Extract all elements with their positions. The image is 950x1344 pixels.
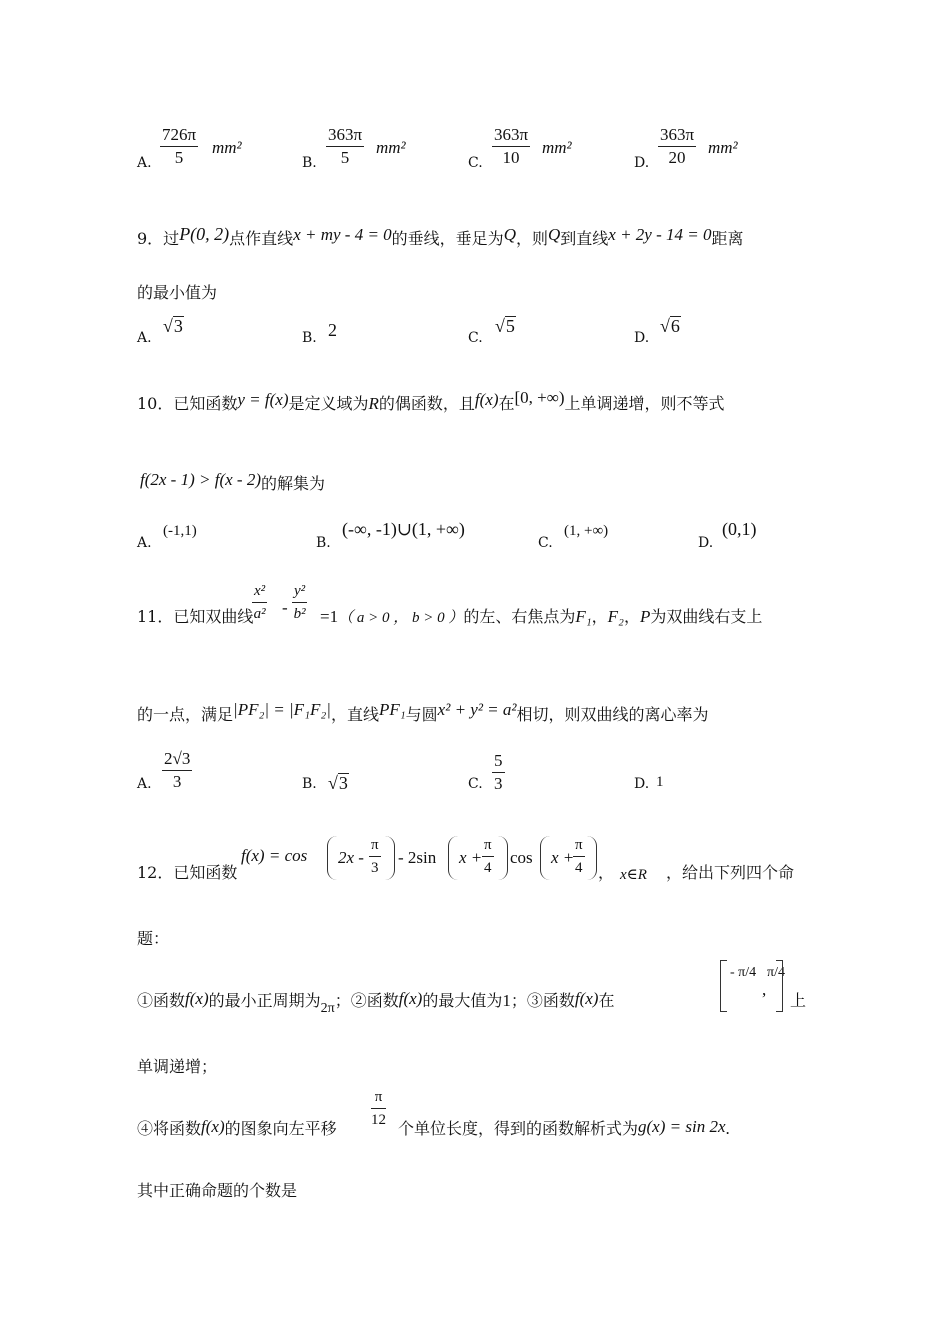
q9-foot-2: Q xyxy=(547,225,561,244)
q12-four-2: 4 xyxy=(575,860,583,876)
q8-option-d-numerator: 363π xyxy=(660,125,695,144)
q10-option-b-value: (-∞, -1)∪(1, +∞) xyxy=(342,519,465,539)
q8-option-d-unit: mm² xyxy=(708,138,738,157)
q11-f2: F₂ xyxy=(607,607,624,626)
q11-circle: x² + y² = a² xyxy=(437,700,517,719)
q9-option-a-label: A. xyxy=(137,330,152,346)
q12-p2c: ；③函数 xyxy=(510,991,575,1010)
q11-b2: b² xyxy=(293,606,306,622)
q11-text-4: 的一点，满足 xyxy=(137,705,234,724)
q12-p1a: ①函数 xyxy=(137,991,186,1010)
q12-p1f: f(x) xyxy=(185,989,209,1008)
q10-domain: R xyxy=(368,394,379,413)
q9-option-c-value: √5 xyxy=(495,316,515,336)
q11-option-a-fraction xyxy=(162,748,192,793)
q8-option-d-label: D. xyxy=(634,155,650,171)
q9-option-d-label: D. xyxy=(634,330,650,346)
q9-text-2: 的垂线，垂足为 xyxy=(391,229,504,248)
q11-text-5: ，直线 xyxy=(330,705,379,724)
q10-interval: [0, +∞) xyxy=(514,388,565,407)
q10-option-d-label: D. xyxy=(698,535,714,551)
q12-text-2: 题： xyxy=(137,929,170,948)
q12-p2b: 的最大值为 xyxy=(422,991,503,1010)
q8-option-b-unit: mm² xyxy=(376,138,406,157)
q12-p3c: 上 xyxy=(790,991,807,1010)
q12-pi-2: π xyxy=(484,837,492,853)
q12-p4a: ④将函数 xyxy=(137,1119,202,1138)
q12-comma: ， xyxy=(598,863,615,882)
q9-text-4: 到直线 xyxy=(560,229,609,248)
q12-pi-1: π xyxy=(371,837,379,853)
q8-option-a-unit: mm² xyxy=(212,138,242,157)
q10-text-1: 是定义域为 xyxy=(288,394,369,413)
q11-stem xyxy=(320,604,762,627)
q9-option-a-radicand: 3 xyxy=(173,316,183,336)
q12-p4b: 的图象向左平移 xyxy=(224,1119,337,1138)
q12-p3b: 在 xyxy=(598,991,615,1010)
q12-p4-fraction xyxy=(371,1086,386,1131)
q9-text-5: 距离 xyxy=(711,229,744,248)
q12-p4d: 12 xyxy=(371,1112,386,1128)
q10-text-3: 在 xyxy=(498,394,515,413)
q12-p4c: 个单位长度，得到的函数解析式为 xyxy=(398,1119,639,1138)
q9-option-d-radicand: 6 xyxy=(670,316,680,336)
q12-proposition-4-cont xyxy=(398,1116,730,1139)
q12-final: 其中正确命题的个数是 xyxy=(137,1181,298,1200)
q10-option-c-value: (1, +∞) xyxy=(564,523,609,539)
q11-eq1: =1 xyxy=(320,607,339,626)
q11-text-6: 与圆 xyxy=(405,705,438,724)
q12-p4g: g(x) = sin 2x xyxy=(638,1117,726,1136)
q12-p3f: f(x) xyxy=(574,989,599,1008)
q11-line: PF₁ xyxy=(378,700,406,719)
q12-arg1: 2x - xyxy=(338,848,364,867)
q8-option-b-denominator: 5 xyxy=(340,148,350,167)
q12-p3d: 单调递增； xyxy=(137,1057,218,1076)
q9-option-a-value: √3 xyxy=(163,316,183,336)
q11-minus: - xyxy=(282,598,288,617)
q9-stem xyxy=(137,224,744,249)
q11-number: 11．已知双曲线 xyxy=(137,607,254,626)
q12-proposition-4 xyxy=(137,1116,337,1139)
q12-mid: - 2sin xyxy=(398,848,437,867)
q12-p1c: ；②函数 xyxy=(334,991,399,1010)
q9-text-1: 点作直线 xyxy=(229,229,294,248)
q12-number: 12．已知函数 xyxy=(137,863,238,882)
q9-option-b-label: B. xyxy=(302,330,317,346)
q12-fraction-2 xyxy=(482,834,494,879)
q9-foot: Q xyxy=(503,225,516,244)
q10-option-a-label: A. xyxy=(137,535,152,551)
q11-option-a-label: A. xyxy=(137,776,152,792)
q12-domain: x∈R xyxy=(620,867,647,883)
q11-text-7: 相切，则双曲线的离心率为 xyxy=(516,705,709,724)
q11-fraction-x xyxy=(252,580,267,625)
q10-option-c-label: C. xyxy=(538,535,553,551)
q11-option-c-fraction xyxy=(492,750,505,795)
q10-text-4: 上单调递增，则不等式 xyxy=(564,394,725,413)
q12-arg3: x + xyxy=(551,848,575,867)
q11-text-3: 为双曲线右支上 xyxy=(650,607,763,626)
q11-comma: ， xyxy=(591,607,608,626)
q12-p4n: π xyxy=(374,1089,383,1105)
q11-option-b-label: B. xyxy=(302,776,317,792)
q8-option-d-denominator: 20 xyxy=(668,148,686,167)
q11-cond: （ a > 0 ， b > 0 ） xyxy=(338,610,464,626)
q8-option-c-numerator: 363π xyxy=(494,125,529,144)
q9-option-d-value: √6 xyxy=(660,316,680,336)
q10-option-d-value: (0,1) xyxy=(722,519,757,539)
q12-p3lo: - π/4 xyxy=(730,965,757,980)
q9-option-c-radicand: 5 xyxy=(505,316,515,336)
q9-point: P(0, 2) xyxy=(179,224,230,244)
q9-text-3: ，则 xyxy=(515,229,548,248)
q12-p2f: f(x) xyxy=(398,989,423,1008)
q12-p2v: 1 xyxy=(502,991,511,1010)
q12-fx: f(x) = cos xyxy=(241,846,308,865)
q11-option-b-radicand: 3 xyxy=(338,773,348,793)
q11-option-c-numerator: 5 xyxy=(494,751,503,770)
q11-p: P xyxy=(639,607,651,626)
q8-option-a-numerator: 726π xyxy=(162,125,197,144)
q10-option-b-label: B. xyxy=(316,535,331,551)
q8-option-b-fraction xyxy=(326,124,364,169)
q10-func: y = f(x) xyxy=(237,390,289,409)
q11-text-2: ， xyxy=(623,607,640,626)
q12-cos2: cos xyxy=(510,848,533,867)
q11-option-a-denominator: 3 xyxy=(172,772,182,791)
q12-fraction-3 xyxy=(573,834,585,879)
q11-fraction-y xyxy=(292,580,307,625)
q11-option-c-label: C. xyxy=(468,776,483,792)
q11-cond2: |PF₂| = |F₁F₂| xyxy=(233,700,331,719)
q10-stem xyxy=(137,388,725,414)
q9-option-c-label: C. xyxy=(468,330,483,346)
q8-option-a-denominator: 5 xyxy=(174,148,184,167)
q10-text-2: 的偶函数，且 xyxy=(378,394,475,413)
q10-inequality: f(2x - 1) > f(x - 2) xyxy=(140,470,261,489)
q12-text-1: ，给出下列四个命 xyxy=(666,863,795,882)
q12-p1b: 的最小正周期为 xyxy=(208,991,321,1010)
q11-text-1: 的左、右焦点为 xyxy=(463,607,576,626)
q11-option-d-label: D. xyxy=(634,776,650,792)
q11-option-d-value: 1 xyxy=(656,774,664,790)
q10-option-a-value: (-1,1) xyxy=(163,523,197,539)
q11-x2: x² xyxy=(254,583,266,599)
q10-number: 10．已知函数 xyxy=(137,394,238,413)
q12-proposition-line-1 xyxy=(137,988,614,1017)
q8-option-b-label: B. xyxy=(302,155,317,171)
q8-option-a-fraction xyxy=(160,124,198,169)
q8-option-b-numerator: 363π xyxy=(328,125,363,144)
q12-pi-3: π xyxy=(575,837,583,853)
q12-p1v: 2π xyxy=(320,1001,335,1016)
q11-y2: y² xyxy=(294,583,306,599)
q9-line-2: x + 2y - 14 = 0 xyxy=(608,225,712,244)
q12-p4e: . xyxy=(725,1119,730,1138)
q8-option-c-fraction xyxy=(492,124,530,169)
q9-stem-cont: 的最小值为 xyxy=(137,283,218,302)
q11-option-a-numerator: 2√3 xyxy=(164,749,191,768)
q12-four-1: 4 xyxy=(484,860,492,876)
q12-fraction-1 xyxy=(369,834,381,879)
q8-option-d-fraction xyxy=(658,124,696,169)
q11-a2: a² xyxy=(253,606,266,622)
q11-option-c-denominator: 3 xyxy=(494,774,503,793)
q12-p3-comma: , xyxy=(762,980,767,999)
q12-p3hi: π/4 xyxy=(767,965,785,980)
q9-option-b-value: 2 xyxy=(328,320,337,340)
q8-option-c-denominator: 10 xyxy=(502,148,520,167)
q9-number: 9．过 xyxy=(137,229,180,248)
q12-arg2: x + xyxy=(459,848,483,867)
q12-three: 3 xyxy=(371,860,379,876)
q8-option-a-label: A. xyxy=(137,155,152,171)
q11-option-b-value: √3 xyxy=(328,773,348,793)
q11-stem-cont xyxy=(137,700,709,725)
q10-f: f(x) xyxy=(474,390,499,409)
q12-p4f: f(x) xyxy=(201,1117,225,1136)
q12-p3-interval-low xyxy=(728,962,758,984)
q8-option-c-unit: mm² xyxy=(542,138,572,157)
q8-option-c-label: C. xyxy=(468,155,483,171)
q9-line-1: x + my - 4 = 0 xyxy=(293,225,392,244)
q10-text-5: 的解集为 xyxy=(260,474,325,493)
q11-f1: F₁ xyxy=(575,607,592,626)
q10-stem-cont xyxy=(140,470,325,494)
